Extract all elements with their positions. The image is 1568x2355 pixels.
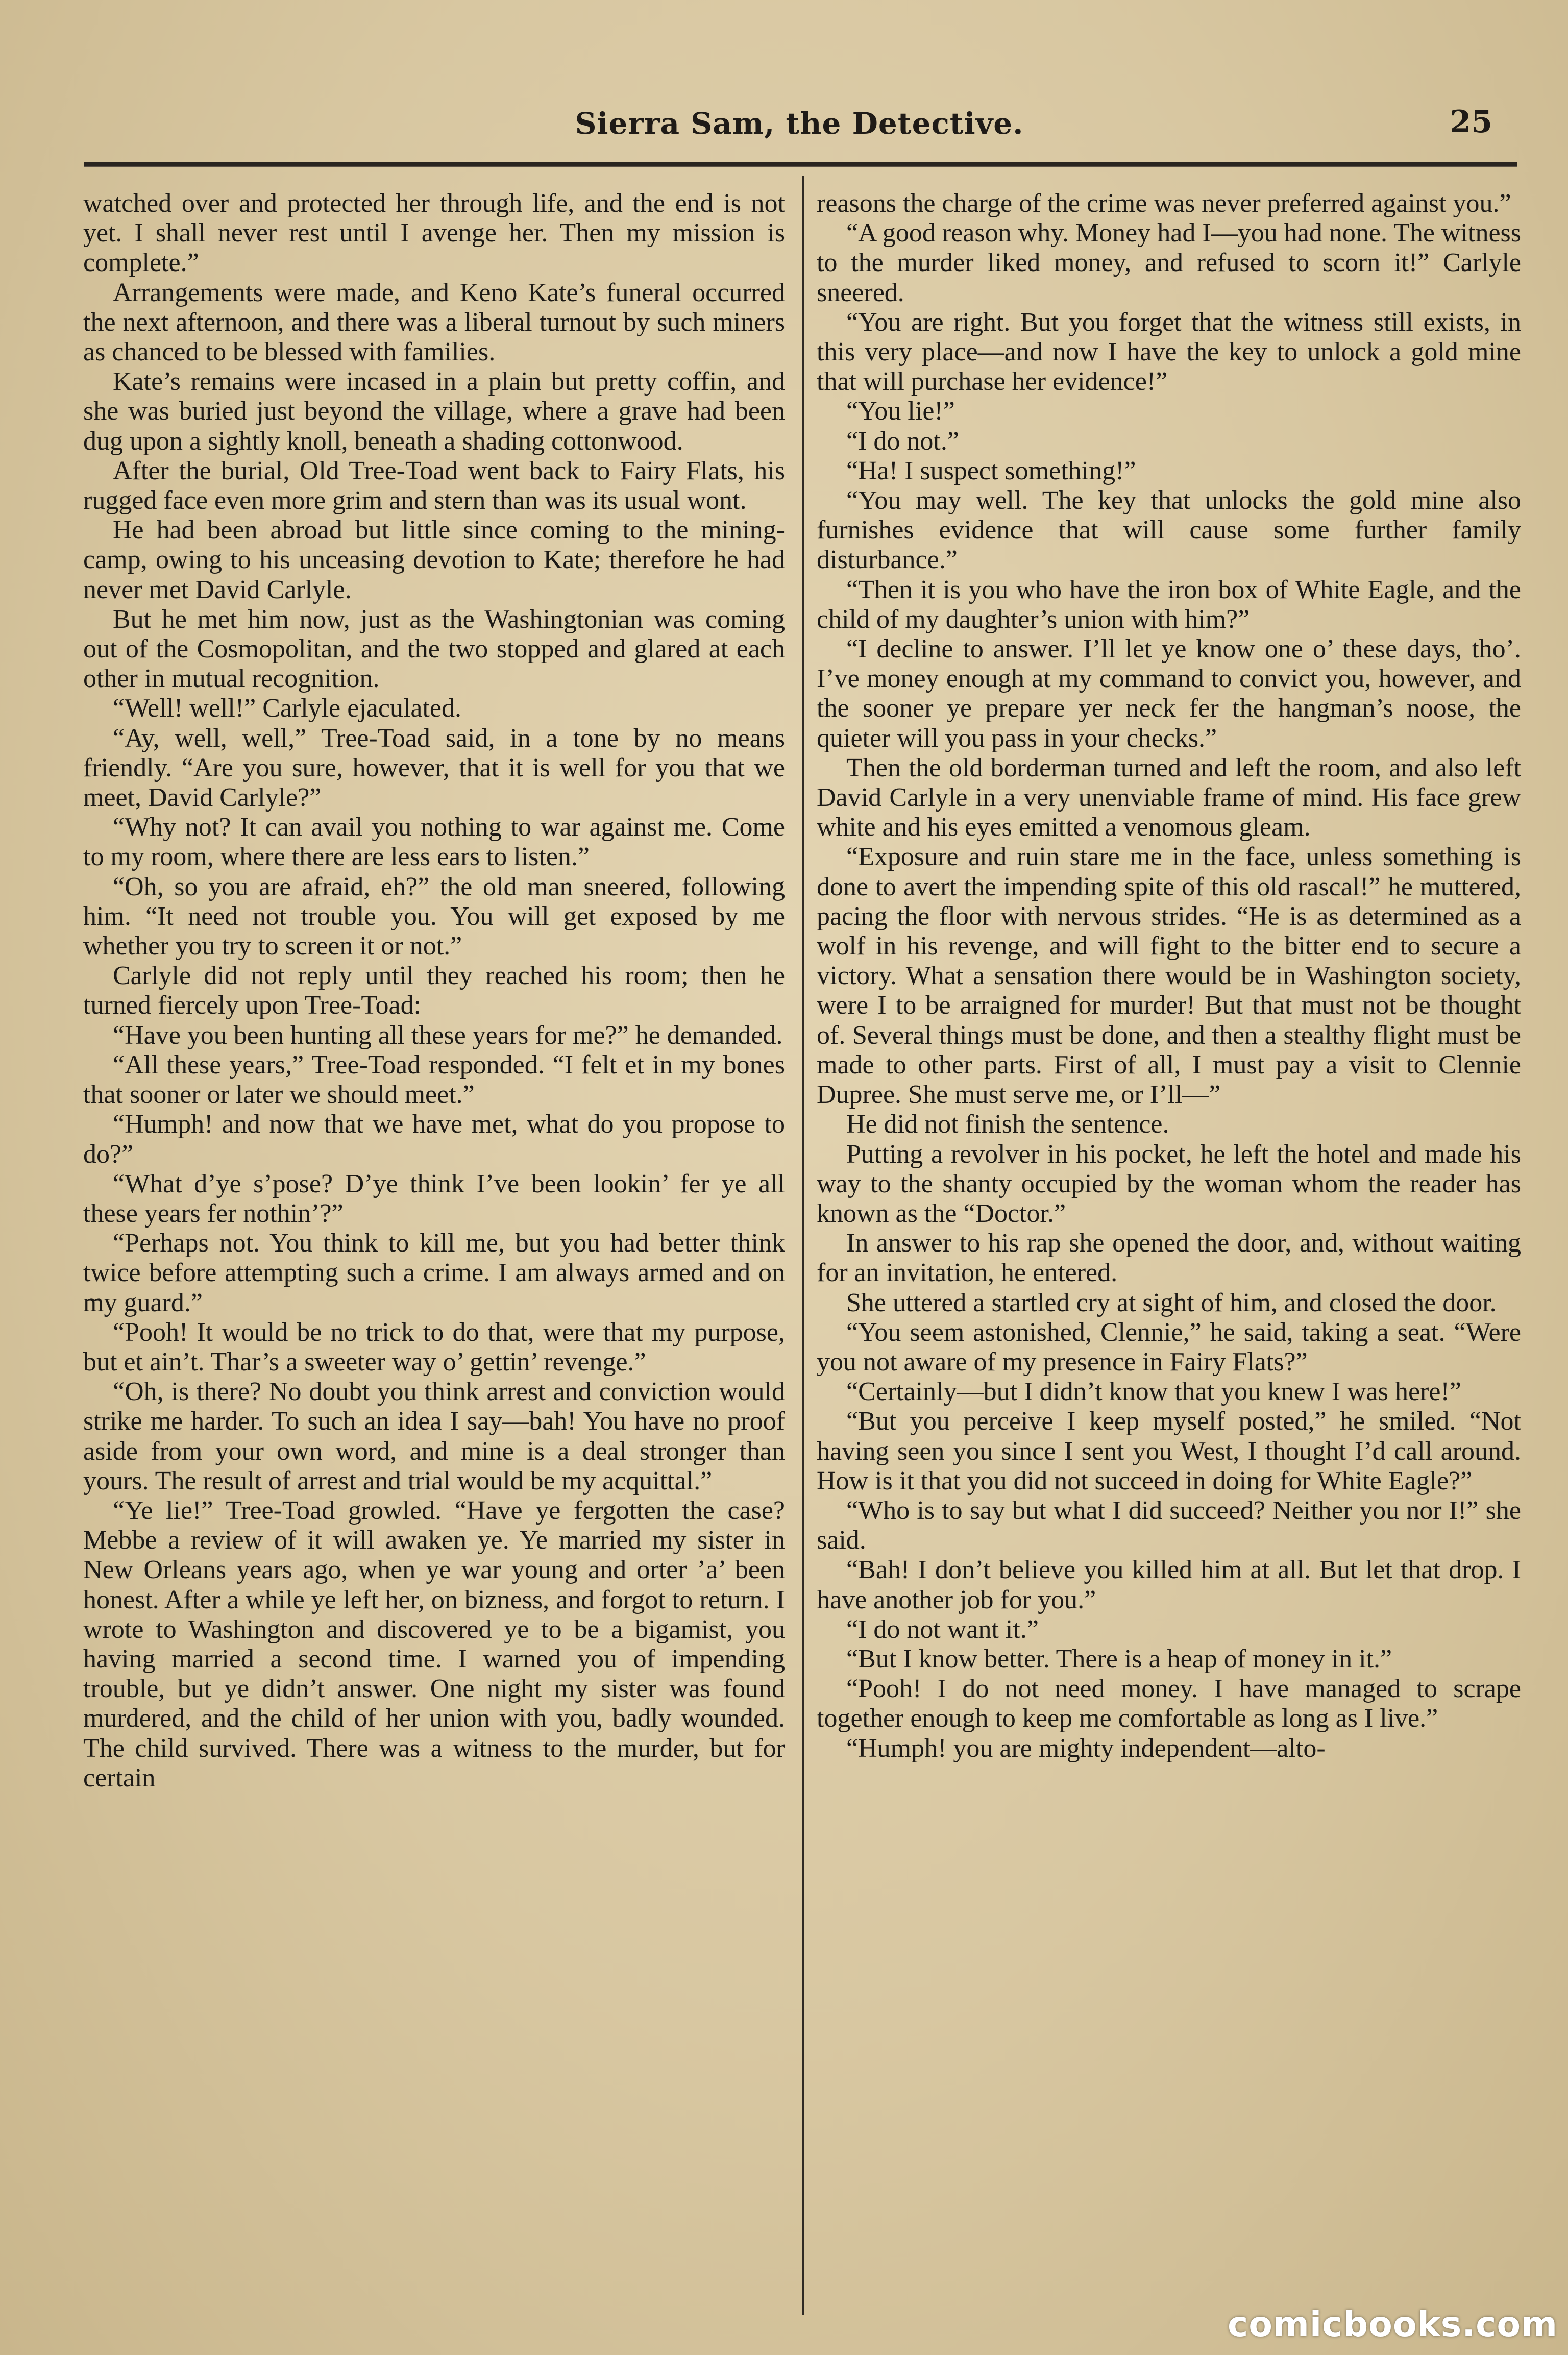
paragraph: He had been abroad but little since coming to the mining-camp, owing to his unceasing devotion to Kate; therefore he had never met David Carlyle. [83,516,785,604]
paragraph: “Ay, well, well,” Tree-Toad said, in a tone by no means friendly. “Are you sure, however, that it is well for you that we meet, David Carlyle?” [83,723,785,813]
paragraph: “You may well. The key that unlocks the gold mine also furnishes evidence that will cause some further family disturbance.” [817,486,1521,575]
paragraph: “Bah! I don’t believe you killed him at all. But let that drop. I have another job for you.” [817,1555,1521,1614]
header-rule [84,162,1517,167]
paragraph: watched over and protected her through life, and the end is not yet. I shall never rest until I avenge her. Then my mission is complete.” [83,189,785,278]
paragraph: “You seem astonished, Clennie,” he said, taking a seat. “Were you not aware of my presence in Fairy Flats?” [817,1317,1521,1377]
paragraph: Arrangements were made, and Keno Kate’s funeral occurred the next afternoon, and there was a liberal turnout by such miners as chanced to be blessed with families. [83,278,785,367]
paragraph: “What d’ye s’pose? D’ye think I’ve been lookin’ fer ye all these years fer nothin’?” [83,1169,785,1228]
paragraph: After the burial, Old Tree-Toad went back to Fairy Flats, his rugged face even more grim and stern than was its usual wont. [83,456,785,516]
paragraph: “Ye lie!” Tree-Toad growled. “Have ye fergotten the case? Mebbe a review of it will awaken ye. Ye married my sister in New Orleans years ago, when ye war young and orter ’a’ been honest. After a while ye left her, on bizness, and forgot to return. I wrote to Washington and discovered ye to be a bigamist, you having married a second time. I warned you of impending trouble, but ye didn’t answer. One night my sister was found murdered, and the child of her union with you, badly wounded. The child survived. There was a witness to the murder, but for certain [83,1495,785,1793]
paragraph: But he met him now, just as the Washingtonian was coming out of the Cosmopolitan, and the two stopped and glared at each other in mutual recognition. [83,604,785,694]
paragraph: “Who is to say but what I did succeed? Neither you nor I!” she said. [817,1495,1521,1555]
paragraph: Putting a revolver in his pocket, he left the hotel and made his way to the shanty occupied by the woman whom the reader has known as the “Doctor.” [817,1139,1521,1228]
paragraph: “But I know better. There is a heap of money in it.” [846,1644,1392,1674]
paragraph: “Exposure and ruin stare me in the face, unless something is done to avert the impending spite of this old rascal!” he muttered, pacing the floor with nervous strides. “He is as determined as a wolf in his revenge, and will fight to the bitter end to secure a victory. What a sensation there would be in Washington society, were I to be arraigned for murder! But that must not be thought of. Several things must be done, and then a stealthy flight must be made to other parts. First of all, I must pay a visit to Clennie Dupree. She must serve me, or I’ll—” [817,842,1521,1110]
paragraph: “Pooh! It would be no trick to do that, were that my purpose, but et ain’t. Thar’s a sweeter way o’ gettin’ revenge.” [83,1317,785,1377]
paragraph: “Oh, so you are afraid, eh?” the old man sneered, following him. “It need not trouble you. You will get exposed by me whether you try to screen it or not.” [83,872,785,961]
paragraph: “I decline to answer. I’ll let ye know one o’ these days, tho’. I’ve money enough at my command to convict you, however, and the sooner ye prepare yer neck fer the hangman’s noose, the quieter will you pass in your checks.” [817,634,1521,753]
paragraph: Then the old borderman turned and left the room, and also left David Carlyle in a very unenviable frame of mind. His face grew white and his eyes emitted a venomous gleam. [817,753,1521,842]
right-column [817,189,1521,2302]
paragraph: He did not finish the sentence. [846,1110,1169,1139]
paragraph: She uttered a startled cry at sight of him, and closed the door. [846,1288,1497,1317]
paragraph: In answer to his rap she opened the door, and, without waiting for an invitation, he entered. [817,1229,1521,1288]
paragraph: “Ha! I suspect something!” [846,456,1136,485]
paragraph: “I do not.” [846,426,959,456]
paragraph: “Why not? It can avail you nothing to war against me. Come to my room, where there are less ears to listen.” [83,813,785,872]
left-column [83,189,785,2302]
paragraph: “Humph! and now that we have met, what do you propose to do?” [83,1110,785,1169]
paragraph: Kate’s remains were incased in a plain but pretty coffin, and she was buried just beyond the village, where a grave had been dug upon a sightly knoll, beneath a shading cottonwood. [83,367,785,456]
paragraph: reasons the charge of the crime was never preferred against you.” [817,189,1511,218]
paragraph: “You are right. But you forget that the witness still exists, in this very place—and now I have the key to unlock a gold mine that will purchase her evidence!” [817,307,1521,397]
paragraph: “But you perceive I keep myself posted,” he smiled. “Not having seen you since I sent you West, I thought I’d call around. How is it that you did not succeed in doing for White Eagle?” [817,1407,1521,1495]
paragraph: “Humph! you are mighty independent—alto- [846,1733,1326,1763]
paragraph: “Pooh! I do not need money. I have managed to scrape together enough to keep me comfortable as long as I live.” [817,1674,1521,1733]
paragraph: “Well! well!” Carlyle ejaculated. [113,694,462,723]
paragraph: “Then it is you who have the iron box of White Eagle, and the child of my daughter’s union with him?” [817,575,1521,634]
paragraph: “I do not want it.” [846,1614,1039,1644]
paragraph: Carlyle did not reply until they reached his room; then he turned fiercely upon Tree-Toad: [83,961,785,1020]
watermark: comicbooks.com [1227,2304,1558,2345]
paragraph: “All these years,” Tree-Toad responded. “I felt et in my bones that sooner or later we should meet.” [83,1050,785,1110]
paragraph: “A good reason why. Money had I—you had none. The witness to the murder liked money, and refused to scorn it!” Carlyle sneered. [817,218,1521,307]
running-header [82,97,1517,148]
running-title: Sierra Sam, the Detective. [575,106,1024,141]
paragraph: “Certainly—but I didn’t know that you knew I was here!” [846,1377,1461,1407]
paragraph: “Perhaps not. You think to kill me, but you had better think twice before attempting such a crime. I am always armed and on my guard.” [83,1229,785,1317]
page-number: 25 [1450,104,1492,140]
column-divider [802,176,804,2315]
paragraph: “You lie!” [846,397,955,426]
paragraph: “Have you been hunting all these years for me?” he demanded. [113,1020,783,1050]
paragraph: “Oh, is there? No doubt you think arrest and conviction would strike me harder. To such an idea I say—bah! You have no proof aside from your own word, and mine is a deal stronger than yours. The result of arrest and trial would be my acquittal.” [83,1377,785,1495]
